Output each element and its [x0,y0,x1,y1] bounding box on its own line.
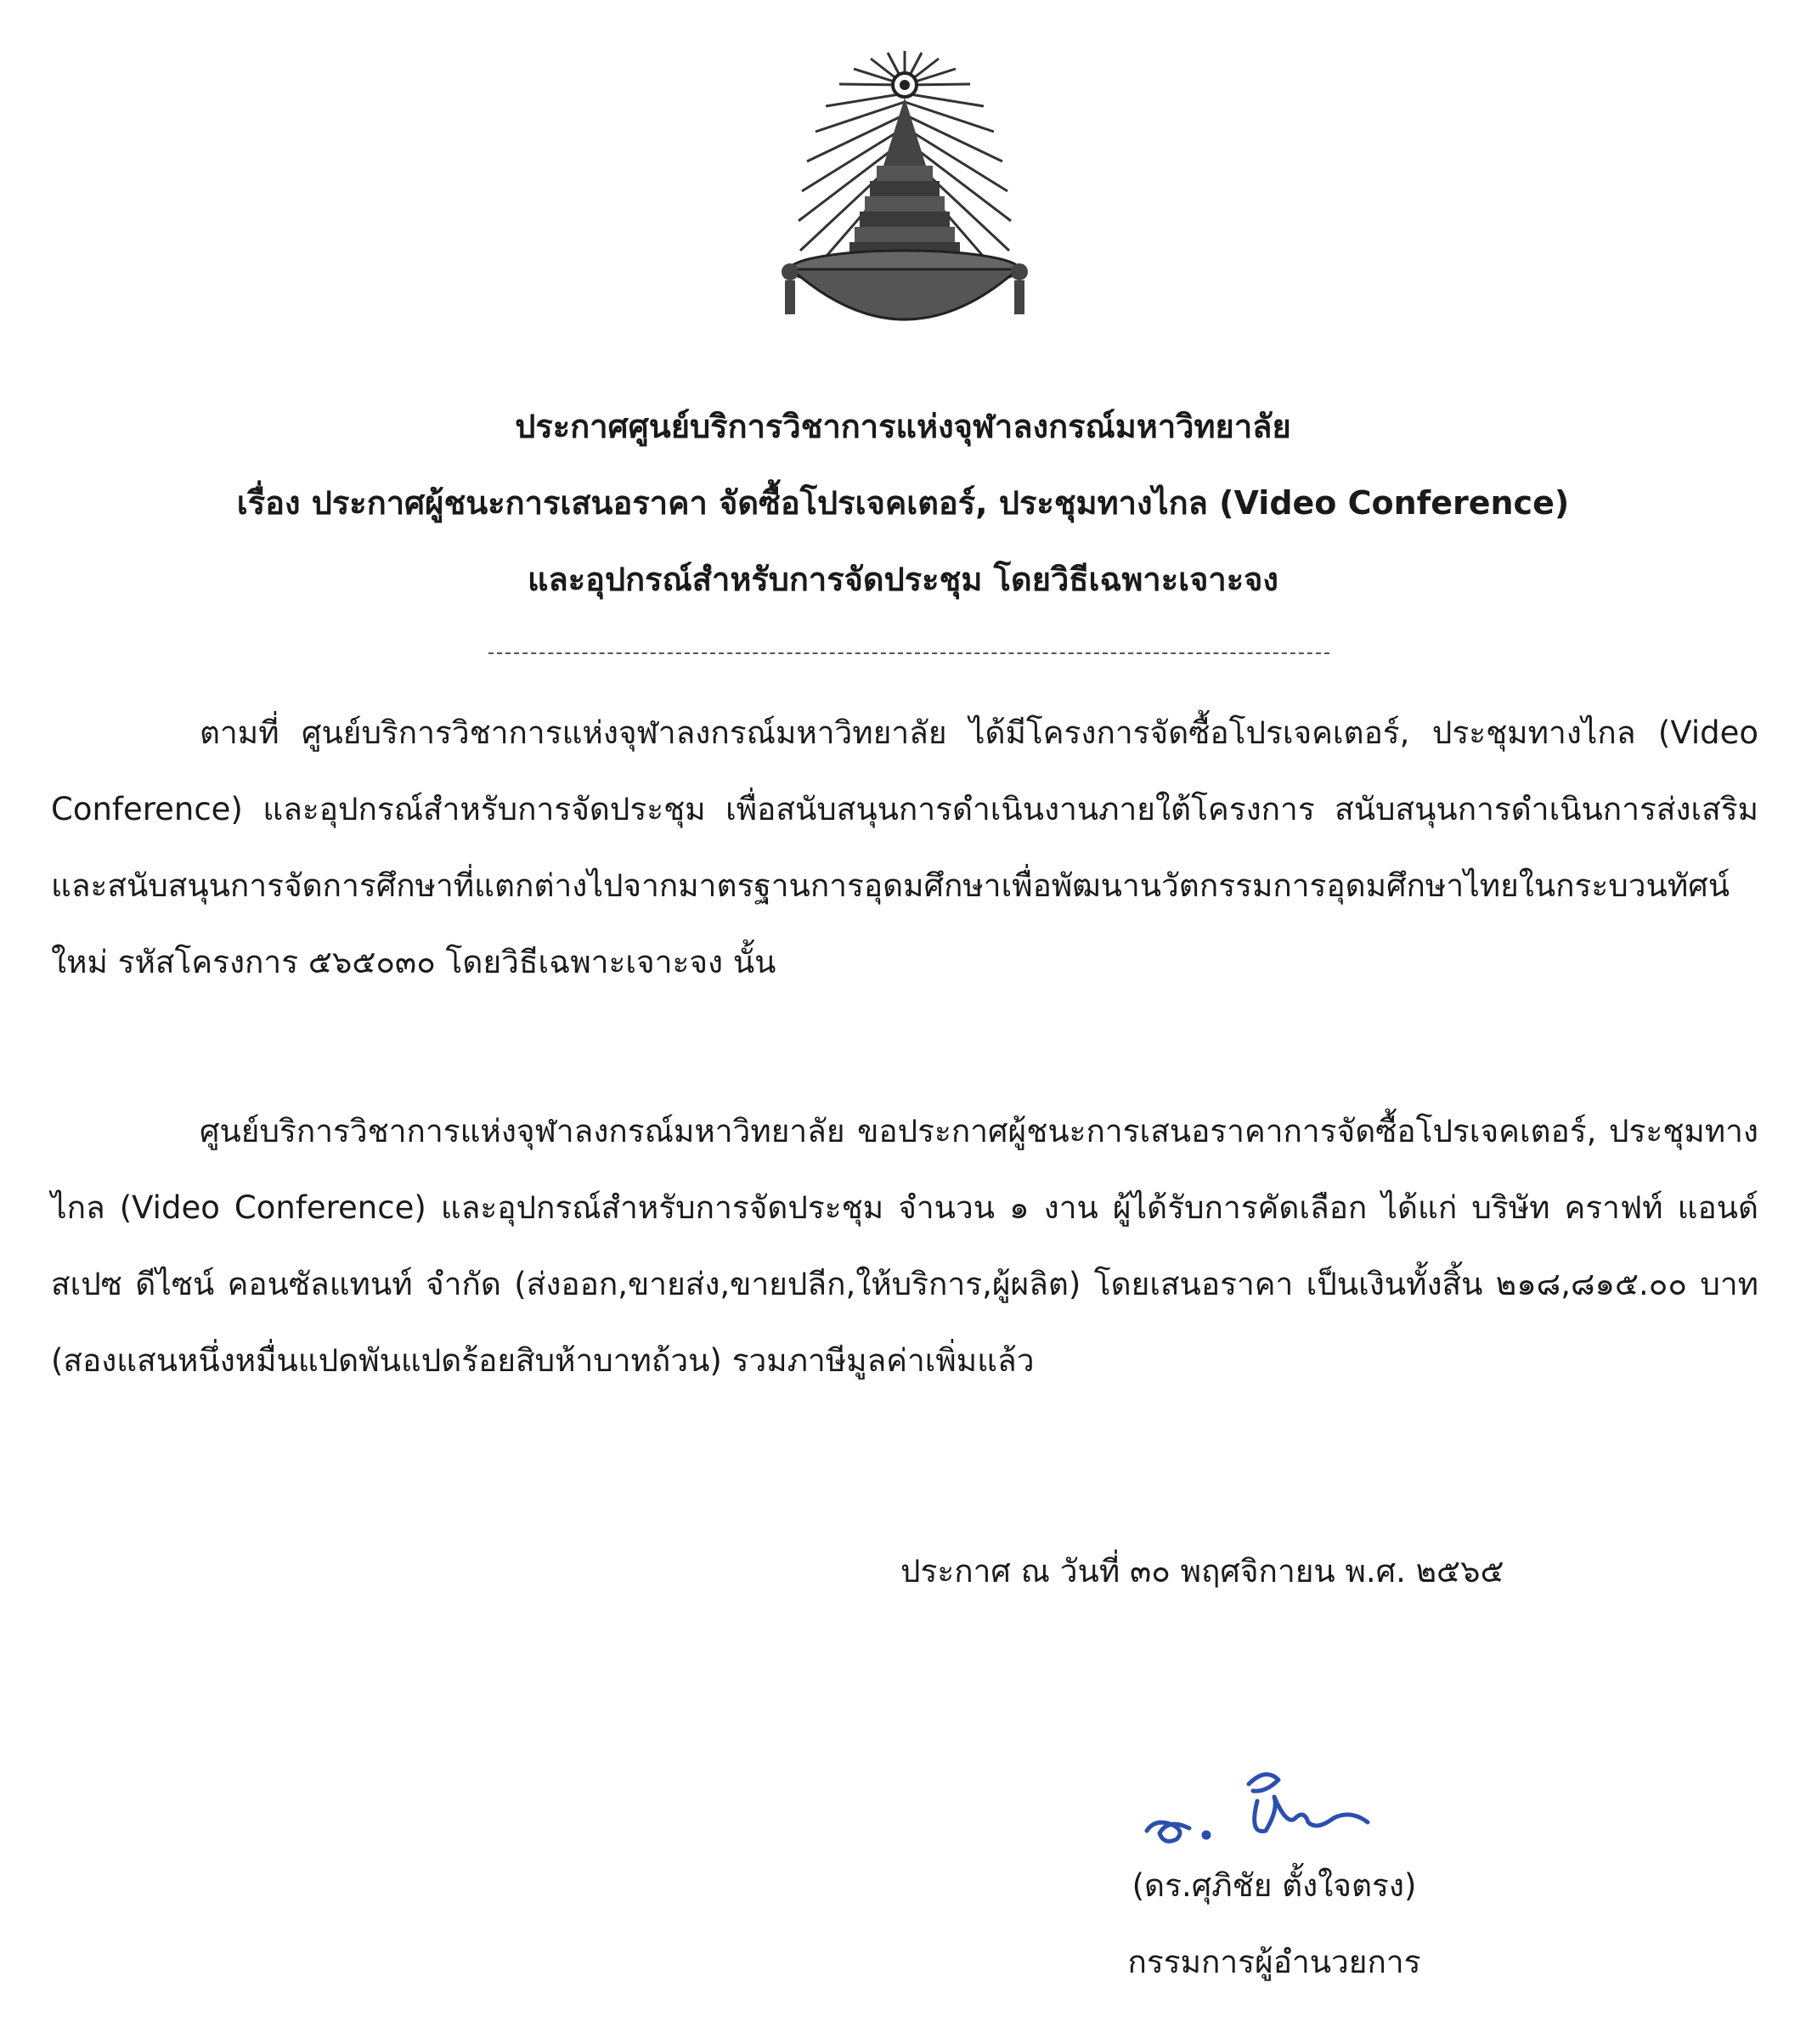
announcement-date: ประกาศ ณ วันที่ ๓๐ พฤศจิกายน พ.ศ. ๒๕๖๕ [900,1553,1504,1589]
announcement-title: ประกาศศูนย์บริการวิชาการแห่งจุฬาลงกรณ์มหาวิทยาลัย [515,408,1291,445]
announcement-subject-continued: และอุปกรณ์สำหรับการจัดประชุม โดยวิธีเฉพาะเจาะจง [527,561,1278,598]
signer-position: กรรมการผู้อำนวยการ [1127,1944,1421,1980]
title-divider [488,652,1329,654]
signer-name: (ดร.ศุภิชัย ตั้งใจตรง) [1132,1867,1417,1904]
body-paragraph-2: ศูนย์บริการวิชาการแห่งจุฬาลงกรณ์มหาวิทยาลัย ขอประกาศผู้ชนะการเสนอราคาการจัดซื้อโปรเจคเตอร์, ประชุมทางไกล (Video Conference) และอุปกรณ์สำหรับการจัดประชุม จำนวน ๑ งาน ผู้ได้รับการคัดเลือก ได้แก่ บริษัท คราฟท์ แอนด์ สเปซ ดีไซน์ คอนซัลแทนท์ จำกัด (ส่งออก,ขายส่ง,ขายปลีก,ให้บริการ,ผู้ผลิต) โดยเสนอราคา เป็นเงินทั้งสิ้น ๒๑๘,๘๑๕.๐๐ บาท (สองแสนหนึ่งหมื่นแปดพันแปดร้อยสิบห้าบาทถ้วน) รวมภาษีมูลค่าเพิ่มแล้ว [51,1113,1758,1379]
phra-kiao-emblem-icon [782,47,1028,378]
announcement-subject: เรื่อง ประกาศผู้ชนะการเสนอราคา จัดซื้อโปรเจคเตอร์, ประชุมทางไกล (Video Conference) [236,484,1570,522]
body-paragraph-1: ตามที่ ศูนย์บริการวิชาการแห่งจุฬาลงกรณ์มหาวิทยาลัย ได้มีโครงการจัดซื้อโปรเจคเตอร์, ประชุมทางไกล (Video Conference) และอุปกรณ์สำหรับการจัดประชุม เพื่อสนับสนุนการดำเนินงานภายใต้โครงการ สนับสนุนการดำเนินการส่งเสริมและสนับสนุนการจัดการศึกษาที่แตกต่างไปจากมาตรฐานการอุดมศึกษาเพื่อพัฒนานวัตกรรมการอุดมศึกษาไทยในกระบวนทัศน์ใหม่ รหัสโครงการ ๕๖๕๐๓๐ โดยวิธีเฉพาะเจาะจง นั้น [51,714,1758,980]
handwritten-signature-icon [1138,1750,1393,1852]
